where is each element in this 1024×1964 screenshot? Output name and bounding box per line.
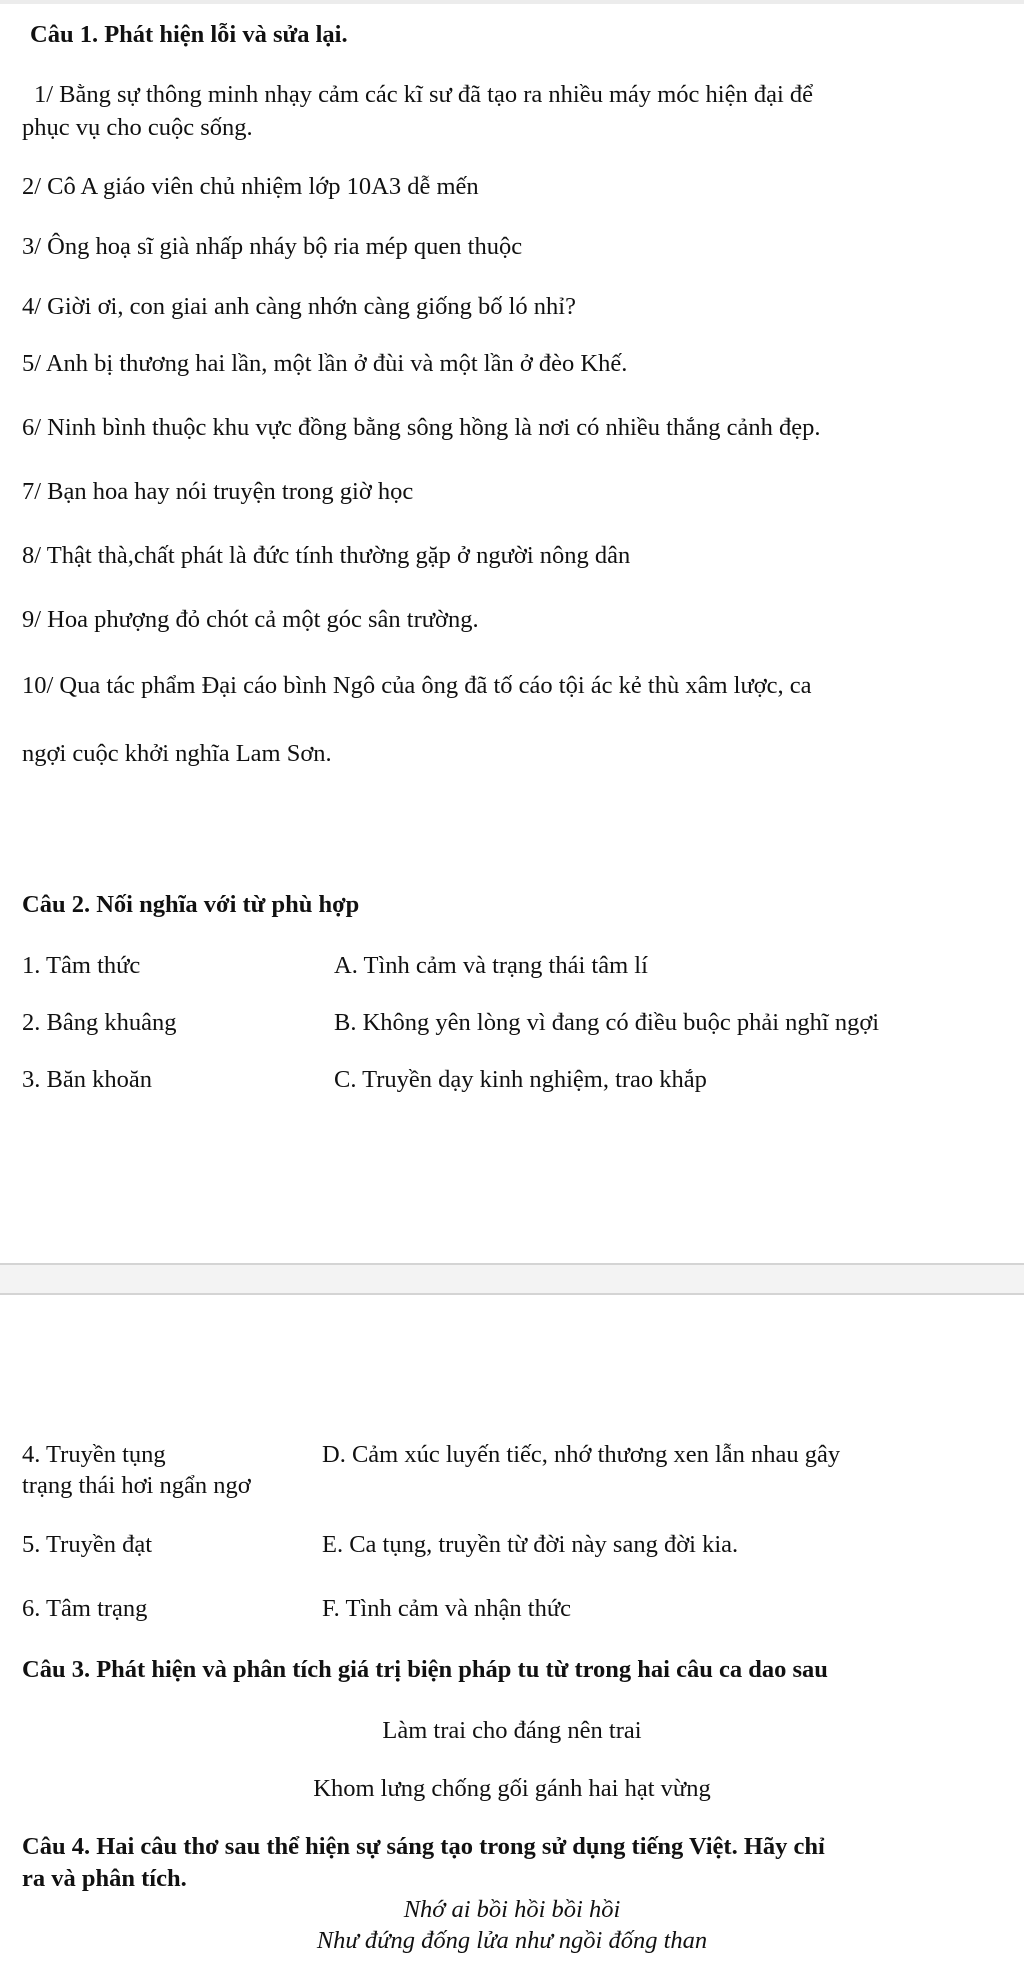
q1-line-10-cont: ngợi cuộc khởi nghĩa Lam Sơn. [22, 740, 332, 767]
q1-line-3: 3/ Ông hoạ sĩ già nhấp nháy bộ ria mép quen thuộc [22, 233, 523, 260]
q2-row-4 [22, 1440, 1022, 1469]
q3-verse-2: Khom lưng chống gối gánh hai hạt vừng [313, 1775, 711, 1802]
q4-title-line-1: Câu 4. Hai câu thơ sau thể hiện sự sáng tạo trong sử dụng tiếng Việt. Hãy chỉ [22, 1833, 825, 1860]
q4-verse-2: Như đứng đống lửa như ngồi đống than [316, 1927, 708, 1954]
q2-term: 1. Tâm thức [22, 952, 141, 979]
q2-meaning: C. Truyền dạy kinh nghiệm, trao khắp [334, 1066, 707, 1093]
q1-line-8: 8/ Thật thà,chất phát là đức tính thường gặp ở người nông dân [22, 542, 631, 569]
q2-row-2 [22, 1008, 1022, 1037]
q2-title: Câu 2. Nối nghĩa với từ phù hợp [22, 891, 360, 918]
q1-line-9: 9/ Hoa phượng đỏ chót cả một góc sân trường. [22, 606, 479, 633]
q2-row-5 [22, 1530, 1022, 1559]
q1-line-2: 2/ Cô A giáo viên chủ nhiệm lớp 10A3 dễ mến [22, 173, 479, 200]
q2-term: 4. Truyền tụng [22, 1441, 166, 1468]
q1-line-1: 1/ Bằng sự thông minh nhạy cảm các kĩ sư đã tạo ra nhiều máy móc hiện đại để [34, 81, 814, 108]
q2-row-4-cont: trạng thái hơi ngẩn ngơ [22, 1472, 251, 1499]
q4-title-line-2: ra và phân tích. [22, 1865, 187, 1892]
q2-term: 3. Băn khoăn [22, 1066, 152, 1093]
q2-meaning: F. Tình cảm và nhận thức [322, 1595, 572, 1622]
q1-line-6: 6/ Ninh bình thuộc khu vực đồng bằng sông hồng là nơi có nhiều thắng cảnh đẹp. [22, 414, 821, 441]
q1-line-4: 4/ Giời ơi, con giai anh càng nhớn càng giống bố ló nhỉ? [22, 293, 576, 320]
q3-title: Câu 3. Phát hiện và phân tích giá trị biện pháp tu từ trong hai câu ca dao sau [22, 1656, 828, 1683]
q2-meaning: A. Tình cảm và trạng thái tâm lí [334, 952, 648, 979]
q2-row-6 [22, 1594, 1022, 1623]
q2-meaning: E. Ca tụng, truyền từ đời này sang đời kia. [322, 1531, 739, 1558]
q1-title: Câu 1. Phát hiện lỗi và sửa lại. [30, 21, 348, 48]
q2-term: 6. Tâm trạng [22, 1595, 148, 1622]
top-rule [0, 0, 1024, 4]
q2-term: 2. Bâng khuâng [22, 1009, 177, 1036]
q1-line-10: 10/ Qua tác phẩm Đại cáo bình Ngô của ông đã tố cáo tội ác kẻ thù xâm lược, ca [22, 672, 812, 699]
q1-line-7: 7/ Bạn hoa hay nói truyện trong giờ học [22, 478, 414, 505]
q2-meaning: D. Cảm xúc luyến tiếc, nhớ thương xen lẫn nhau gây [322, 1441, 841, 1468]
q2-term: 5. Truyền đạt [22, 1531, 153, 1558]
q2-row-1 [22, 951, 1022, 980]
page-break [0, 1263, 1024, 1295]
q3-verse-1: Làm trai cho đáng nên trai [382, 1717, 642, 1744]
q2-row-3 [22, 1065, 1022, 1094]
q1-line-1-cont: phục vụ cho cuộc sống. [22, 114, 253, 141]
q4-verse-1: Nhớ ai bồi hồi bồi hồi [403, 1896, 621, 1923]
q1-line-5: 5/ Anh bị thương hai lần, một lần ở đùi và một lần ở đèo Khế. [22, 350, 628, 377]
q2-meaning: B. Không yên lòng vì đang có điều buộc phải nghĩ ngợi [334, 1009, 880, 1036]
